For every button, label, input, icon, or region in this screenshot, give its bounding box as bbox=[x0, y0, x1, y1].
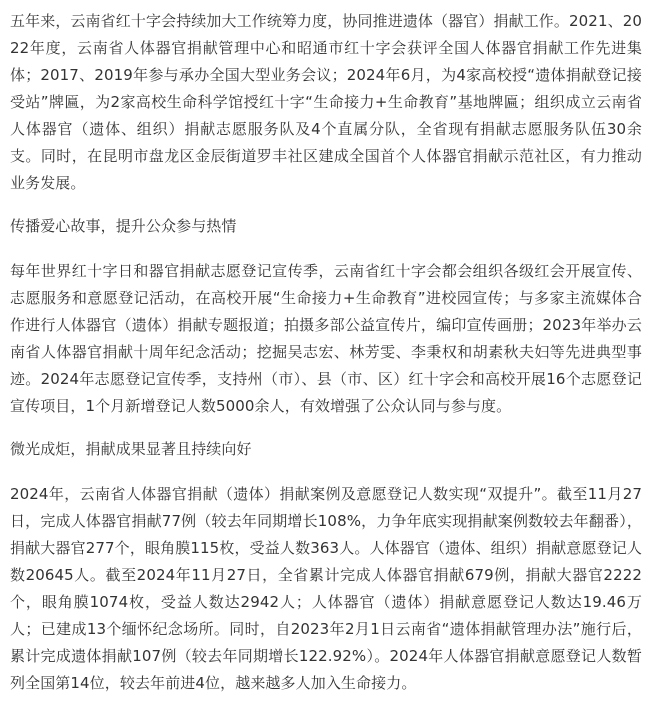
paragraph-work-overview: 五年来，云南省红十字会持续加大工作统筹力度，协同推进遗体（器官）捐献工作。2021、2022年度，云南省人体器官捐献管理中心和昭通市红十字会获评全国人体器官捐献工作先进集体；2017、2019年参与承办全国大型业务会议；2024年6月，为4家高校授“遗体捐献登记接受站”牌匾，为2家高校生命科学馆授红十字“生命接力+生命教育”基地牌匾；组织成立云南省人体器官（遗体、组织）捐献志愿服务队及4个直属分队，全省现有捐献志愿服务队伍30余支。同时，在昆明市盘龙区金辰街道罗丰社区建成全国首个人体器官捐献示范社区，有力推动业务发展。 bbox=[10, 12, 642, 192]
paragraph-publicity: 每年世界红十字日和器官捐献志愿登记宣传季，云南省红十字会都会组织各级红会开展宣传、志愿服务和意愿登记活动，在高校开展“生命接力+生命教育”进校园宣传；与多家主流媒体合作进行人体器官（遗体）捐献专题报道；拍摄多部公益宣传片，编印宣传画册；2023年举办云南省人体器官捐献十周年纪念活动；挖掘吴志宏、林芳雯、李秉权和胡素秋夫妇等先进典型事迹。2024年志愿登记宣传季，支持州（市）、县（市、区）红十字会和高校开展16个志愿登记宣传项目，1个月新增登记人数5000余人，有效增强了公众认同与参与度。 bbox=[10, 262, 642, 415]
article-body bbox=[10, 8, 642, 697]
section-heading-results: 微光成炬，捐献成果显著且持续向好 bbox=[10, 440, 252, 458]
paragraph-results: 2024年，云南省人体器官捐献（遗体）捐献案例及意愿登记人数实现“双提升”。截至11月27日，完成人体器官捐献77例（较去年同期增长108%，力争年底实现捐献案例数较去年翻番），捐献大器官277个，眼角膜115枚，受益人数363人。人体器官（遗体、组织）捐献意愿登记人数20645人。截至2024年11月27日，全省累计完成人体器官捐献679例，捐献大器官2222个，眼角膜1074枚，受益人数达2942人；人体器官（遗体）捐献意愿登记人数达19.46万人；已建成13个缅怀纪念场所。同时，自2023年2月1日云南省“遗体捐献管理办法”施行后，累计完成遗体捐献107例（较去年同期增长122.92%）。2024年人体器官捐献意愿登记人数暂列全国第14位，较去年前进4位，越来越多人加入生命接力。 bbox=[10, 485, 642, 692]
section-heading-publicity: 传播爱心故事，提升公众参与热情 bbox=[10, 217, 237, 235]
